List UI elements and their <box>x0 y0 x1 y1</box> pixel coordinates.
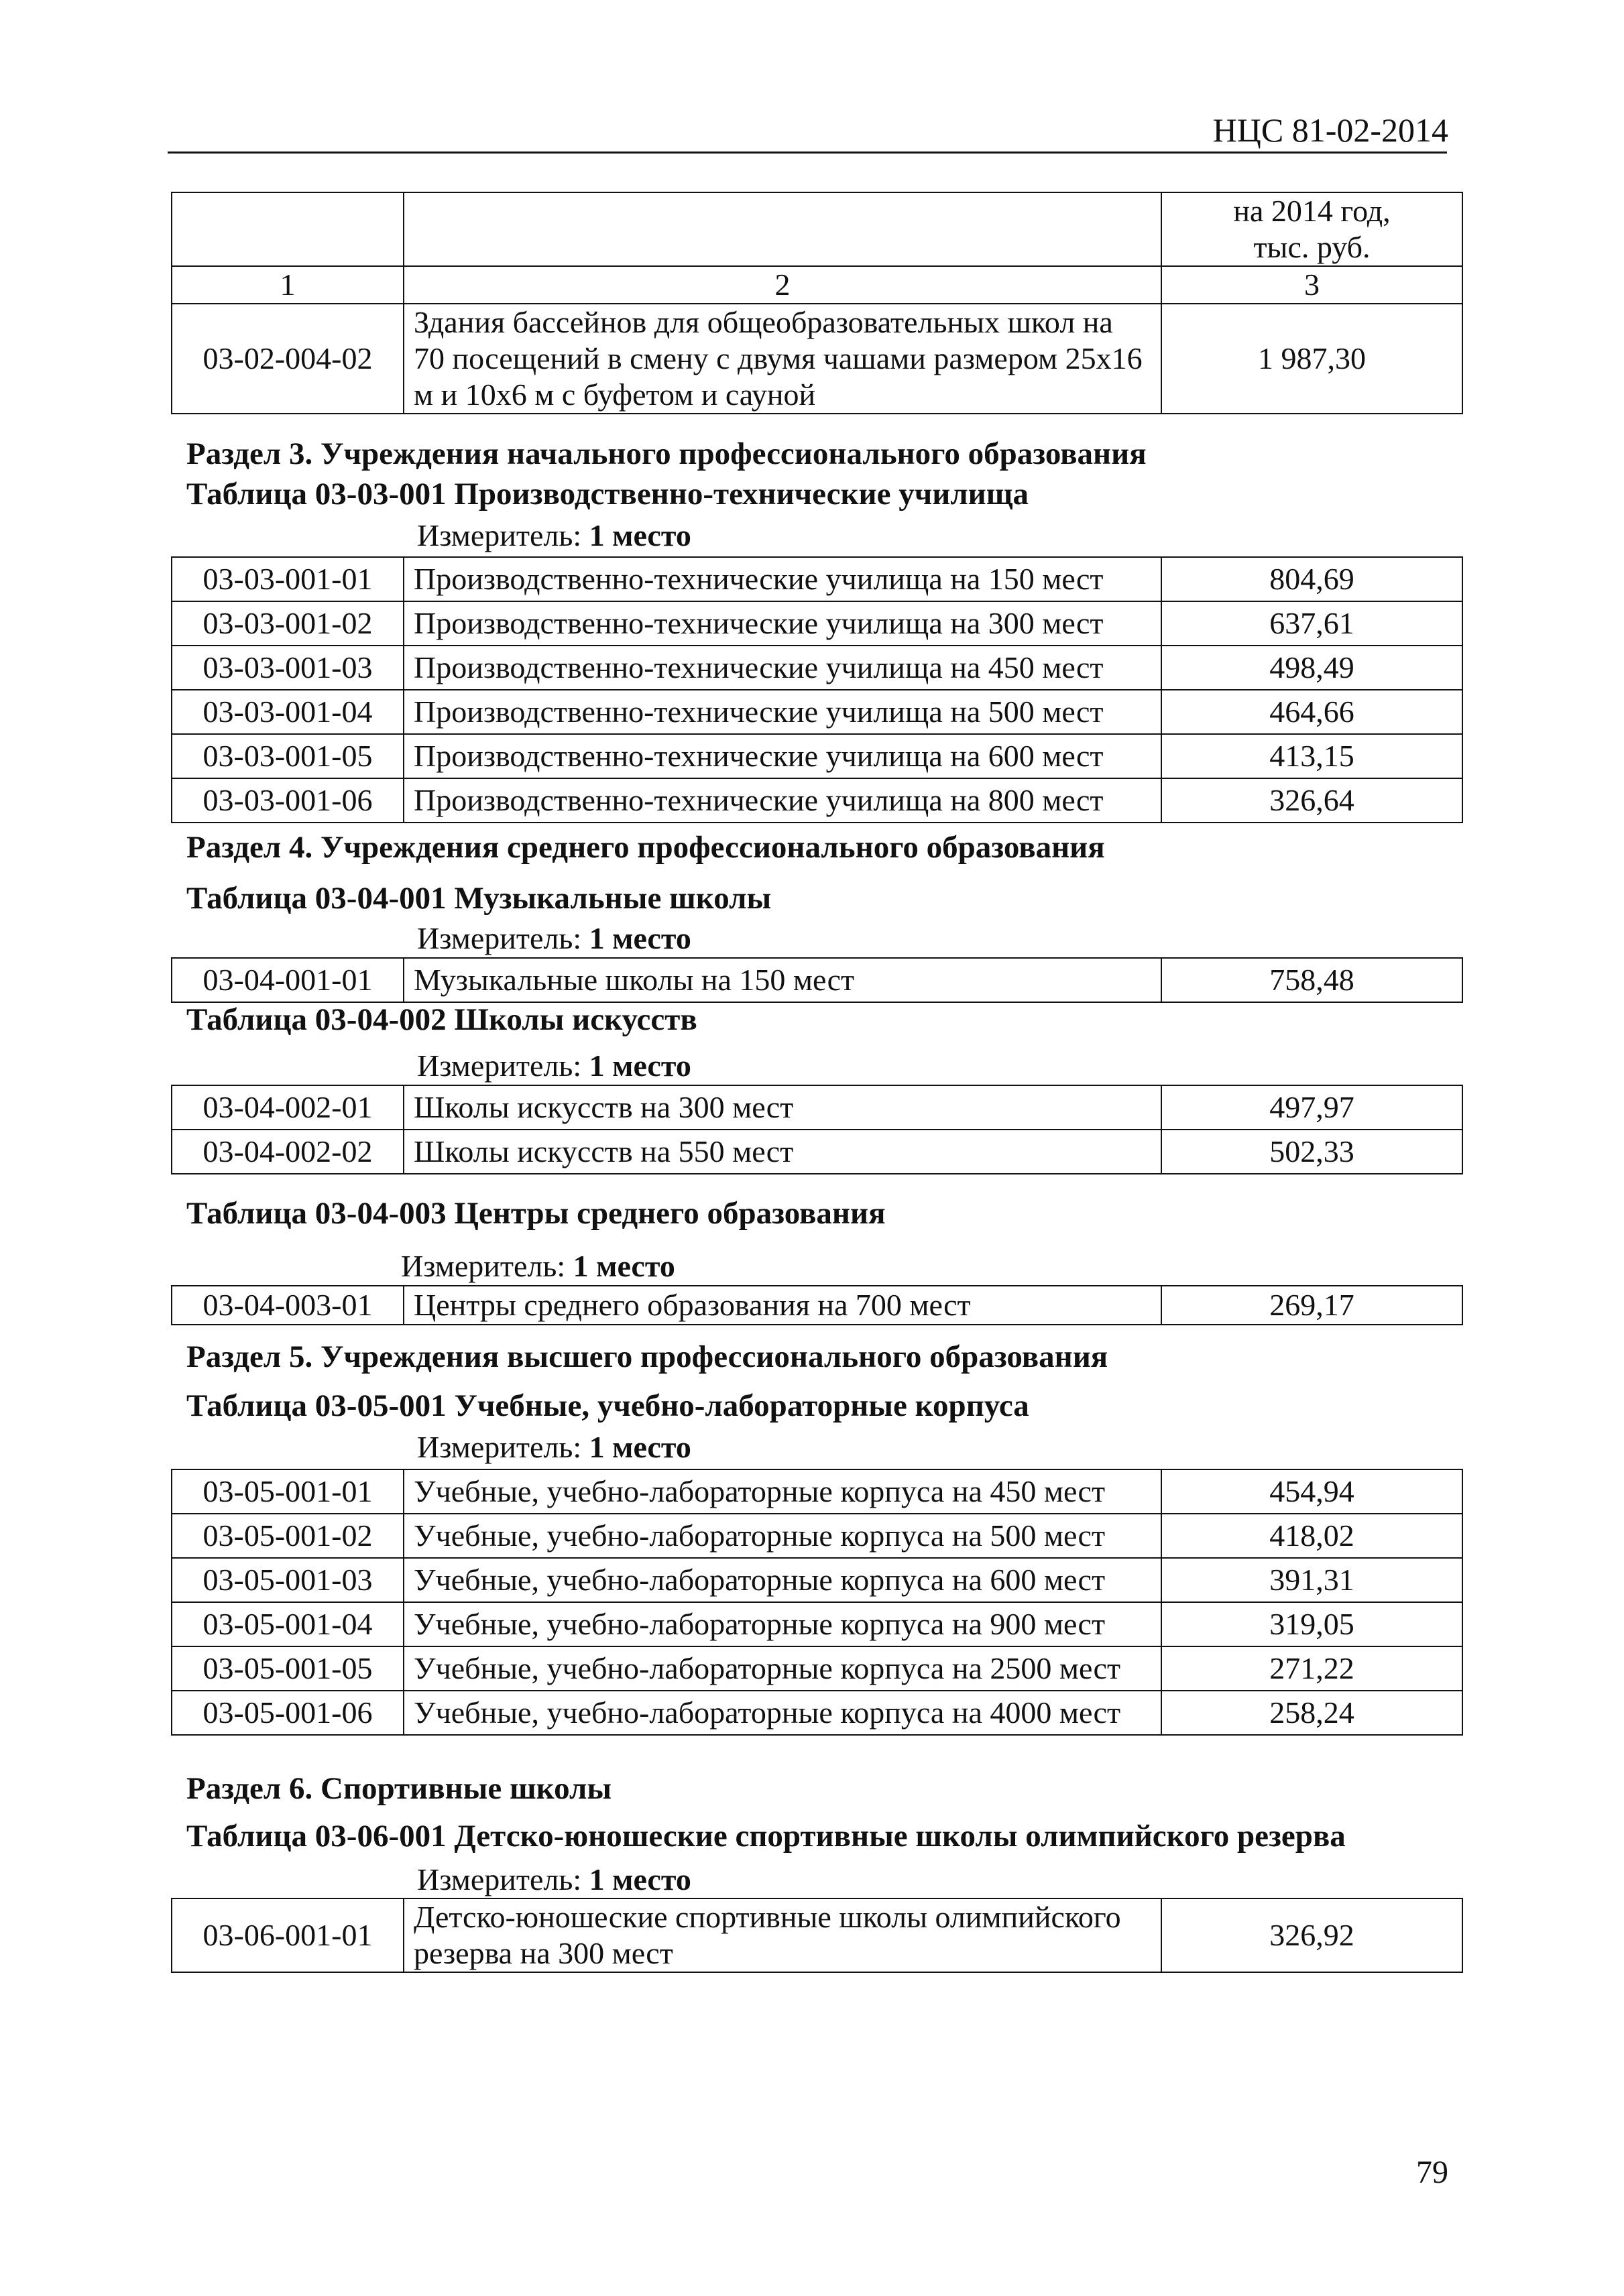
row-name: Производственно-технические училища на 300 мест <box>404 601 1161 646</box>
row-name: Производственно-технические училища на 600 мест <box>404 734 1161 778</box>
measure-label: Измеритель: <box>417 518 582 552</box>
measure-label: Измеритель: <box>417 1048 582 1083</box>
measure-unit: 1 место <box>589 518 691 552</box>
measure-label: Измеритель: <box>417 1430 582 1464</box>
row-value: 497,97 <box>1161 1085 1462 1130</box>
row-value: 418,02 <box>1161 1514 1462 1558</box>
table-row <box>172 1286 1462 1325</box>
measure-label: Измеритель: <box>417 1862 582 1896</box>
document-code: НЦС 81-02-2014 <box>1212 111 1448 149</box>
table-title: Таблица 03-03-001 Производственно-технические училища <box>186 477 1029 511</box>
table-03-06-001 <box>171 1898 1463 1973</box>
row-name: Производственно-технические училища на 150 мест <box>404 557 1161 601</box>
row-name: Здания бассейнов для общеобразовательных школ на 70 посещений в смену с двумя чашами размером 25x16 м и 10x6 м с буфетом и сауной <box>404 304 1161 414</box>
row-code: 03-05-001-01 <box>172 1469 404 1514</box>
row-code: 03-03-001-06 <box>172 778 404 823</box>
row-name: Производственно-технические училища на 500 мест <box>404 690 1161 734</box>
measure-line <box>417 1429 691 1465</box>
table-title: Таблица 03-06-001 Детско-юношеские спортивные школы олимпийского резерва <box>186 1819 1346 1854</box>
row-code: 03-05-001-02 <box>172 1514 404 1558</box>
head-table <box>171 192 1463 414</box>
measure-unit: 1 место <box>589 1048 691 1083</box>
table-title: Таблица 03-04-003 Центры среднего образования <box>186 1196 886 1231</box>
measure-unit: 1 место <box>573 1249 675 1283</box>
column-number: 2 <box>404 266 1161 304</box>
row-name: Детско-юношеские спортивные школы олимпийского резерва на 300 мест <box>404 1898 1161 1972</box>
row-name: Музыкальные школы на 150 мест <box>404 958 1161 1002</box>
row-code: 03-03-001-03 <box>172 646 404 690</box>
measure-label: Измеритель: <box>417 921 582 955</box>
row-name: Учебные, учебно-лабораторные корпуса на 500 мест <box>404 1514 1161 1558</box>
row-code: 03-04-002-02 <box>172 1130 404 1174</box>
table-row <box>172 690 1462 734</box>
measure-line <box>417 1048 691 1083</box>
row-code: 03-04-003-01 <box>172 1286 404 1325</box>
row-value: 391,31 <box>1161 1558 1462 1602</box>
row-value: 637,61 <box>1161 601 1462 646</box>
measure-line <box>417 518 691 553</box>
column-number-row <box>172 266 1462 304</box>
column-number: 1 <box>172 266 404 304</box>
row-code: 03-04-002-01 <box>172 1085 404 1130</box>
row-code: 03-05-001-06 <box>172 1691 404 1735</box>
measure-label: Измеритель: <box>401 1249 566 1283</box>
table-row <box>172 1602 1462 1646</box>
table-03-03-001 <box>171 556 1463 823</box>
row-value: 319,05 <box>1161 1602 1462 1646</box>
measure-line <box>401 1248 675 1284</box>
row-name: Учебные, учебно-лабораторные корпуса на 4000 мест <box>404 1691 1161 1735</box>
section-heading: Раздел 4. Учреждения среднего профессионального образования <box>186 830 1105 865</box>
measure-unit: 1 место <box>589 1862 691 1896</box>
row-name: Производственно-технические училища на 800 мест <box>404 778 1161 823</box>
row-name: Учебные, учебно-лабораторные корпуса на 600 мест <box>404 1558 1161 1602</box>
row-code: 03-05-001-04 <box>172 1602 404 1646</box>
table-03-04-002 <box>171 1085 1463 1174</box>
row-value: 804,69 <box>1161 557 1462 601</box>
table-03-04-001 <box>171 957 1463 1003</box>
row-value: 1 987,30 <box>1161 304 1462 414</box>
row-name: Производственно-технические училища на 450 мест <box>404 646 1161 690</box>
table-row <box>172 1898 1462 1972</box>
row-name: Учебные, учебно-лабораторные корпуса на 450 мест <box>404 1469 1161 1514</box>
section-heading: Раздел 5. Учреждения высшего профессионального образования <box>186 1339 1108 1374</box>
table-row <box>172 1646 1462 1691</box>
measure-unit: 1 место <box>589 921 691 955</box>
table-row <box>172 1691 1462 1735</box>
table-row <box>172 1558 1462 1602</box>
row-code: 03-03-001-01 <box>172 557 404 601</box>
row-value: 502,33 <box>1161 1130 1462 1174</box>
table-row <box>172 304 1462 414</box>
table-row <box>172 734 1462 778</box>
row-value: 326,92 <box>1161 1898 1462 1972</box>
row-value: 454,94 <box>1161 1469 1462 1514</box>
table-title: Таблица 03-05-001 Учебные, учебно-лабораторные корпуса <box>186 1388 1029 1423</box>
measure-unit: 1 место <box>589 1430 691 1464</box>
column-number: 3 <box>1161 266 1462 304</box>
row-value: 758,48 <box>1161 958 1462 1002</box>
row-code: 03-05-001-05 <box>172 1646 404 1691</box>
row-value: 271,22 <box>1161 1646 1462 1691</box>
price-header: на 2014 год, тыс. руб. <box>1161 192 1462 266</box>
row-name: Учебные, учебно-лабораторные корпуса на 2500 мест <box>404 1646 1161 1691</box>
row-name: Школы искусств на 550 мест <box>404 1130 1161 1174</box>
table-row <box>172 1085 1462 1130</box>
table-row <box>172 1469 1462 1514</box>
measure-line <box>417 1862 691 1897</box>
table-row <box>172 601 1462 646</box>
row-value: 269,17 <box>1161 1286 1462 1325</box>
row-code: 03-04-001-01 <box>172 958 404 1002</box>
header-divider <box>168 152 1447 154</box>
table-title: Таблица 03-04-002 Школы искусств <box>186 1002 697 1037</box>
section-heading: Раздел 3. Учреждения начального профессионального образования <box>186 436 1147 471</box>
row-value: 413,15 <box>1161 734 1462 778</box>
row-code: 03-06-001-01 <box>172 1898 404 1972</box>
row-name: Школы искусств на 300 мест <box>404 1085 1161 1130</box>
table-03-04-003 <box>171 1285 1463 1325</box>
row-value: 258,24 <box>1161 1691 1462 1735</box>
row-name: Центры среднего образования на 700 мест <box>404 1286 1161 1325</box>
header-cell-empty-1 <box>172 192 404 266</box>
table-row <box>172 1130 1462 1174</box>
table-row <box>172 646 1462 690</box>
table-row <box>172 557 1462 601</box>
row-code: 03-03-001-05 <box>172 734 404 778</box>
table-row <box>172 778 1462 823</box>
section-heading: Раздел 6. Спортивные школы <box>186 1771 612 1806</box>
table-row <box>172 1514 1462 1558</box>
table-row <box>172 958 1462 1002</box>
table-header-row <box>172 192 1462 266</box>
row-code: 03-05-001-03 <box>172 1558 404 1602</box>
row-code: 03-03-001-02 <box>172 601 404 646</box>
table-title: Таблица 03-04-001 Музыкальные школы <box>186 881 772 916</box>
row-value: 326,64 <box>1161 778 1462 823</box>
row-value: 498,49 <box>1161 646 1462 690</box>
table-03-05-001 <box>171 1469 1463 1736</box>
page-number: 79 <box>1416 2155 1448 2190</box>
row-code: 03-02-004-02 <box>172 304 404 414</box>
row-name: Учебные, учебно-лабораторные корпуса на 900 мест <box>404 1602 1161 1646</box>
row-code: 03-03-001-04 <box>172 690 404 734</box>
header-cell-empty-2 <box>404 192 1161 266</box>
measure-line <box>417 920 691 956</box>
row-value: 464,66 <box>1161 690 1462 734</box>
